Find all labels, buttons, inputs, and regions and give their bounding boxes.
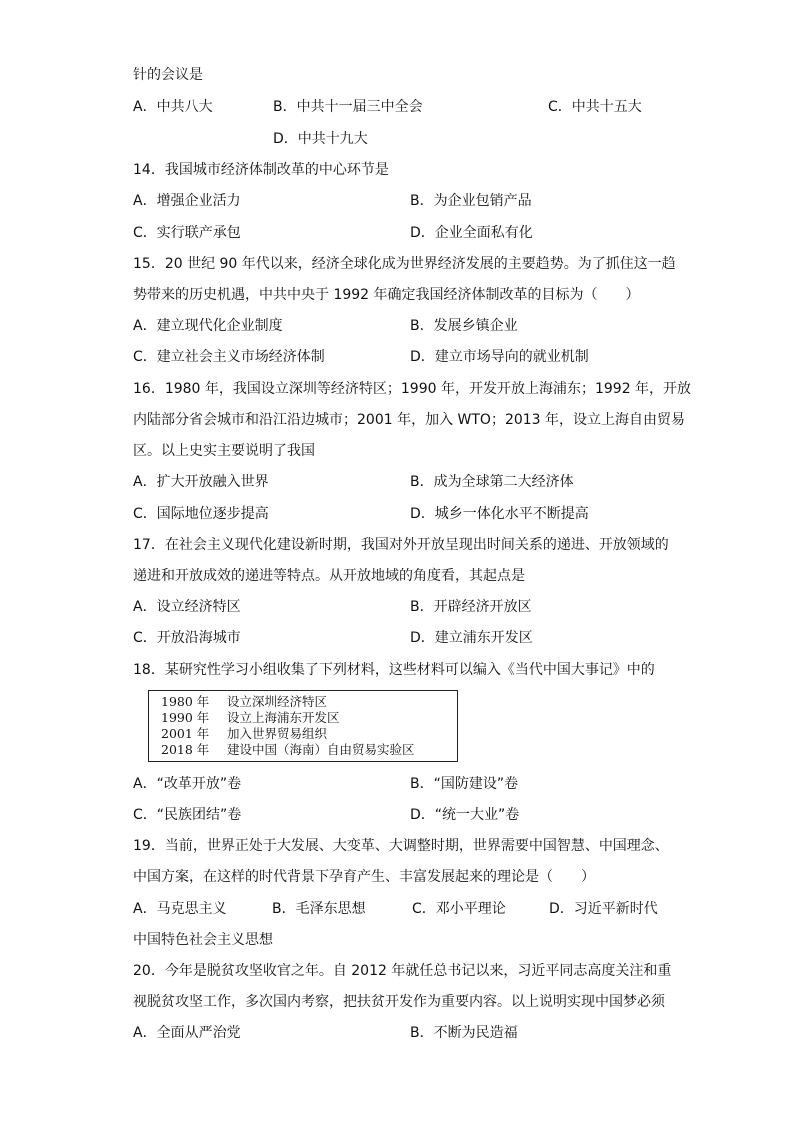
q14-option-d[interactable]: D．企业全面私有化 bbox=[410, 225, 533, 241]
q19-option-d-continued[interactable]: 中国特色社会主义思想 bbox=[133, 932, 273, 948]
q16-option-a[interactable]: A．扩大开放融入世界 bbox=[133, 474, 269, 490]
q15-option-b[interactable]: B．发展乡镇企业 bbox=[410, 318, 518, 334]
q13-option-d[interactable]: D．中共十九大 bbox=[273, 131, 368, 147]
q17-option-c[interactable]: C．开放沿海城市 bbox=[133, 630, 241, 646]
q16-option-b[interactable]: B．成为全球第二大经济体 bbox=[410, 474, 574, 490]
q17-option-a[interactable]: A．设立经济特区 bbox=[133, 599, 241, 615]
q18-option-d[interactable]: D．“统一大业”卷 bbox=[410, 807, 520, 823]
material-event: 建设中国（海南）自由贸易实验区 bbox=[227, 742, 415, 757]
q13-option-a[interactable]: A．中共八大 bbox=[133, 99, 213, 115]
q19-option-d[interactable]: D．习近平新时代 bbox=[549, 901, 658, 917]
q18-option-c[interactable]: C．“民族团结”卷 bbox=[133, 807, 242, 823]
q16-option-d[interactable]: D．城乡一体化水平不断提高 bbox=[410, 506, 589, 522]
q13-option-c[interactable]: C．中共十五大 bbox=[548, 99, 642, 115]
material-event: 设立深圳经济特区 bbox=[227, 694, 328, 709]
q19-option-c[interactable]: C．邓小平理论 bbox=[412, 901, 506, 917]
material-year: 2001 年 bbox=[161, 726, 210, 741]
material-year: 2018 年 bbox=[161, 742, 210, 757]
q20-option-b[interactable]: B．不断为民造福 bbox=[410, 1025, 518, 1041]
q14-option-b[interactable]: B．为企业包销产品 bbox=[410, 193, 532, 209]
q13-stem-tail: 针的会议是 bbox=[133, 67, 203, 83]
q17-option-b[interactable]: B．开辟经济开放区 bbox=[410, 599, 532, 615]
q17-option-d[interactable]: D．建立浦东开发区 bbox=[410, 630, 533, 646]
q14-stem: 14．我国城市经济体制改革的中心环节是 bbox=[133, 162, 389, 178]
q19-stem-line1: 19．当前，世界正处于大发展、大变革、大调整时期，世界需要中国智慧、中国理念、 bbox=[133, 838, 669, 854]
material-row bbox=[161, 694, 327, 710]
material-event: 加入世界贸易组织 bbox=[227, 726, 328, 741]
q17-stem-line2: 递进和开放成效的递进等特点。从开放地域的角度看，其起点是 bbox=[133, 568, 525, 584]
q20-option-a[interactable]: A．全面从严治党 bbox=[133, 1025, 241, 1041]
material-year: 1990 年 bbox=[161, 710, 210, 725]
q16-stem-line3: 区。以上史实主要说明了我国 bbox=[133, 443, 315, 459]
q19-option-b[interactable]: B．毛泽东思想 bbox=[272, 901, 366, 917]
q19-stem-line2: 中国方案，在这样的时代背景下孕育产生、丰富发展起来的理论是（ ） bbox=[133, 869, 595, 885]
q20-stem-line1: 20．今年是脱贫攻坚收官之年。自 2012 年就任总书记以来，习近平同志高度关注和重 bbox=[133, 963, 672, 979]
material-year: 1980 年 bbox=[161, 694, 210, 709]
q15-option-a[interactable]: A．建立现代化企业制度 bbox=[133, 318, 283, 334]
q18-stem: 18．某研究性学习小组收集了下列材料，这些材料可以编入《当代中国大事记》中的 bbox=[133, 662, 655, 678]
q14-option-c[interactable]: C．实行联产承包 bbox=[133, 225, 241, 241]
q18-option-b[interactable]: B．“国防建设”卷 bbox=[410, 776, 519, 792]
material-row bbox=[161, 710, 340, 726]
material-row bbox=[161, 742, 415, 758]
q16-stem-line1: 16．1980 年，我国设立深圳等经济特区；1990 年，开发开放上海浦东；1992 年，开放 bbox=[133, 381, 692, 397]
q16-option-c[interactable]: C．国际地位逐步提高 bbox=[133, 506, 269, 522]
q14-option-a[interactable]: A．增强企业活力 bbox=[133, 193, 241, 209]
q16-stem-line2: 内陆部分省会城市和沿江沿边城市；2001 年，加入 WTO；2013 年，设立上海自由贸易 bbox=[133, 412, 686, 428]
material-event: 设立上海浦东开发区 bbox=[227, 710, 340, 725]
q18-material-box bbox=[148, 690, 458, 762]
q15-option-d[interactable]: D．建立市场导向的就业机制 bbox=[410, 349, 589, 365]
q13-option-b[interactable]: B．中共十一届三中全会 bbox=[273, 99, 423, 115]
q15-option-c[interactable]: C．建立社会主义市场经济体制 bbox=[133, 349, 325, 365]
q18-option-a[interactable]: A．“改革开放”卷 bbox=[133, 776, 242, 792]
q20-stem-line2: 视脱贫攻坚工作，多次国内考察，把扶贫开发作为重要内容。以上说明实现中国梦必须 bbox=[133, 994, 665, 1010]
q15-stem-line1: 15．20 世纪 90 年代以来，经济全球化成为世界经济发展的主要趋势。为了抓住这一趋 bbox=[133, 256, 676, 272]
q17-stem-line1: 17．在社会主义现代化建设新时期，我国对外开放呈现出时间关系的递进、开放领域的 bbox=[133, 537, 669, 553]
q15-stem-line2: 势带来的历史机遇，中共中央于 1992 年确定我国经济体制改革的目标为（ ） bbox=[133, 287, 640, 303]
material-row bbox=[161, 726, 327, 742]
q19-option-a[interactable]: A．马克思主义 bbox=[133, 901, 227, 917]
